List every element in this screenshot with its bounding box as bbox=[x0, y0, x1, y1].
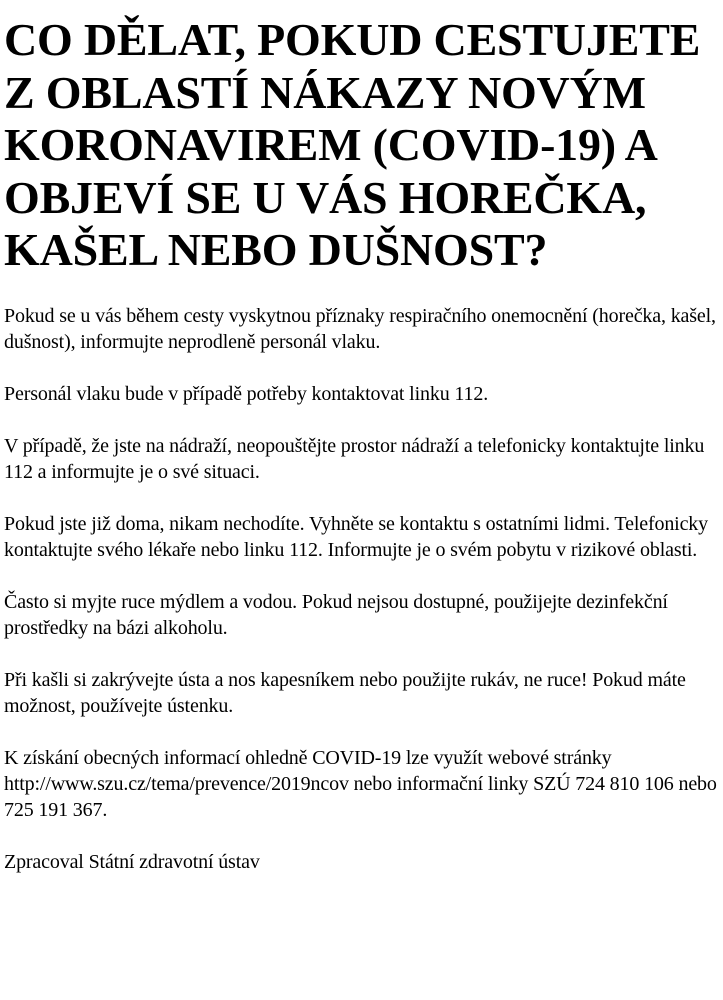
paragraph-information-sources: K získání obecných informací ohledně COVID-19 lze využít webové stránky http://www.szu.cz/tema/prevence/2019ncov nebo informační linky SZÚ 724 810 106 nebo 725 191 367. bbox=[4, 746, 717, 821]
paragraph-staff-contact: Personál vlaku bude v případě potřeby kontaktovat linku 112. bbox=[4, 382, 489, 405]
page-title: CO DĚLAT, POKUD CESTUJETE Z OBLASTÍ NÁKAZY NOVÝM KORONAVIREM (COVID-19) A OBJEVÍ SE U VÁS HOREČKA, KAŠEL NEBO DUŠNOST? bbox=[4, 14, 701, 275]
paragraph-author: Zpracoval Státní zdravotní ústav bbox=[4, 850, 260, 873]
paragraph-symptoms-during-travel: Pokud se u vás během cesty vyskytnou příznaky respiračního onemocnění (horečka, kašel, dušnost), informujte neprodleně personál vlaku. bbox=[4, 304, 716, 353]
paragraph-cough-etiquette: Při kašli si zakrývejte ústa a nos kapesníkem nebo použijte rukáv, ne ruce! Pokud máte možnost, používejte ústenku. bbox=[4, 668, 686, 717]
paragraph-at-station: V případě, že jste na nádraží, neopouštějte prostor nádraží a telefonicky kontaktujte linku 112 a informujte je o své situaci. bbox=[4, 434, 705, 483]
paragraph-at-home: Pokud jste již doma, nikam nechodíte. Vyhněte se kontaktu s ostatními lidmi. Telefonicky kontaktujte svého lékaře nebo linku 112. Informujte je o svém pobytu v rizikové oblasti. bbox=[4, 512, 708, 561]
paragraph-hand-washing: Často si myjte ruce mýdlem a vodou. Pokud nejsou dostupné, použijejte dezinfekční prostředky na bázi alkoholu. bbox=[4, 590, 668, 639]
